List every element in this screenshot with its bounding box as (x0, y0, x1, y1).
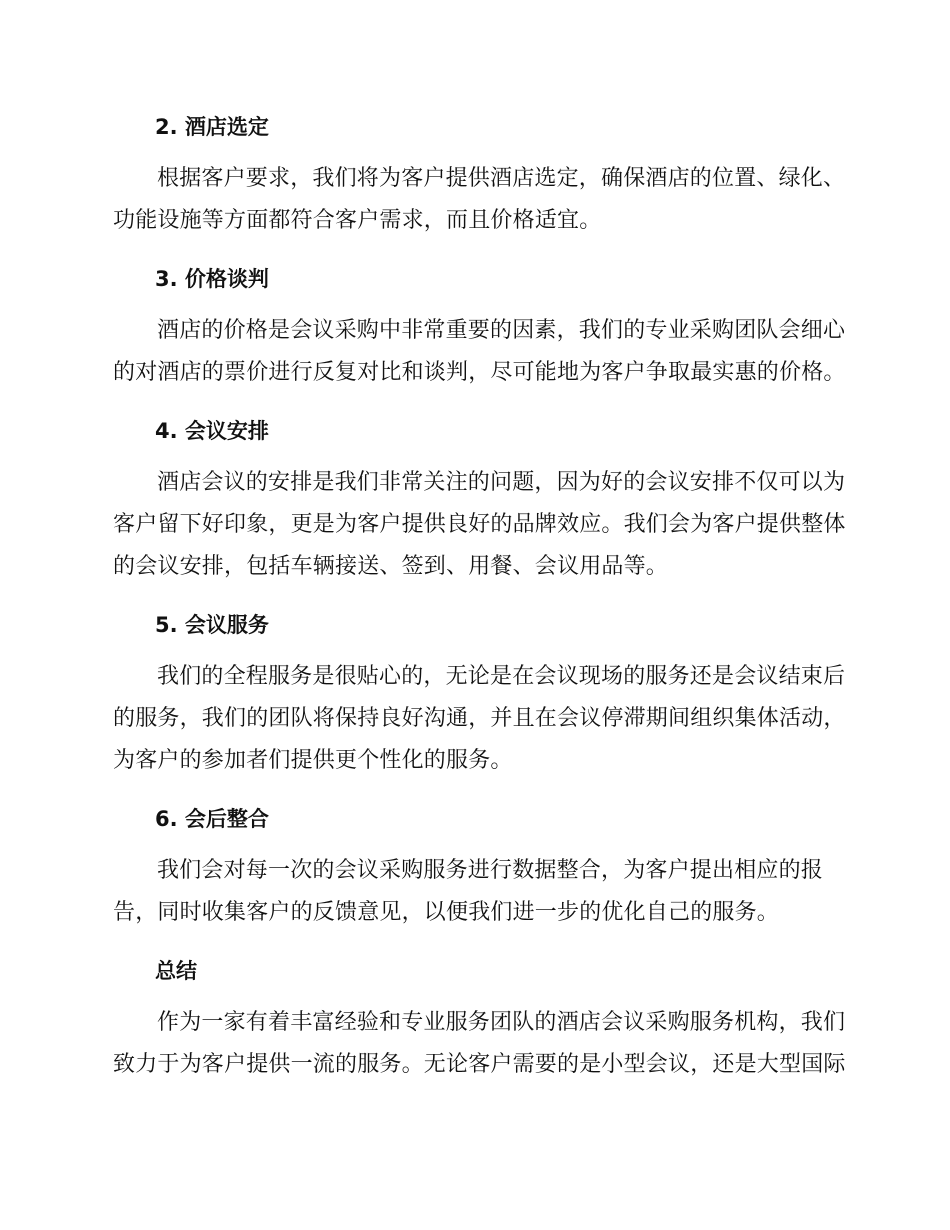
section-paragraph-meeting-arrangement (113, 462, 846, 588)
section-paragraph-price-negotiation (113, 310, 846, 394)
paragraph-line: 酒店的价格是会议采购中非常重要的因素，我们的专业采购团队会细心 (157, 318, 846, 343)
paragraph-line: 客户留下好印象，更是为客户提供良好的品牌效应。我们会为客户提供整体 (113, 512, 846, 537)
document-body (113, 110, 846, 1106)
section-heading-post-meeting-integration: 6. 会后整合 (155, 807, 269, 831)
paragraph-line: 功能设施等方面都符合客户需求，而且价格适宜。 (113, 208, 602, 233)
section-heading-meeting-service: 5. 会议服务 (155, 613, 269, 637)
paragraph-line: 告，同时收集客户的反馈意见，以便我们进一步的优化自己的服务。 (113, 900, 780, 925)
section-heading-summary: 总结 (155, 959, 197, 983)
section-heading-hotel-selection: 2. 酒店选定 (155, 115, 269, 139)
paragraph-line: 的服务，我们的团队将保持良好沟通，并且在会议停滞期间组织集体活动， (113, 706, 846, 731)
section-paragraph-post-meeting-integration (113, 850, 837, 934)
paragraph-line: 我们的全程服务是很贴心的，无论是在会议现场的服务还是会议结束后 (157, 664, 846, 689)
paragraph-line: 为客户的参加者们提供更个性化的服务。 (113, 748, 513, 773)
paragraph-line: 的会议安排，包括车辆接送、签到、用餐、会议用品等。 (113, 554, 669, 579)
section-heading-price-negotiation: 3. 价格谈判 (155, 267, 269, 291)
section-paragraph-hotel-selection (113, 158, 846, 242)
paragraph-line: 致力于为客户提供一流的服务。无论客户需要的是小型会议，还是大型国际 (113, 1052, 846, 1077)
section-heading-meeting-arrangement: 4. 会议安排 (155, 419, 269, 443)
section-paragraph-meeting-service (113, 656, 846, 782)
section-paragraph-summary (113, 1002, 846, 1086)
paragraph-line: 酒店会议的安排是我们非常关注的问题，因为好的会议安排不仅可以为 (157, 470, 846, 495)
paragraph-line: 我们会对每一次的会议采购服务进行数据整合，为客户提出相应的报 (157, 858, 824, 883)
paragraph-line: 作为一家有着丰富经验和专业服务团队的酒店会议采购服务机构，我们 (157, 1010, 846, 1035)
paragraph-line: 的对酒店的票价进行反复对比和谈判，尽可能地为客户争取最实惠的价格。 (113, 360, 846, 385)
paragraph-line: 根据客户要求，我们将为客户提供酒店选定，确保酒店的位置、绿化、 (157, 166, 846, 191)
